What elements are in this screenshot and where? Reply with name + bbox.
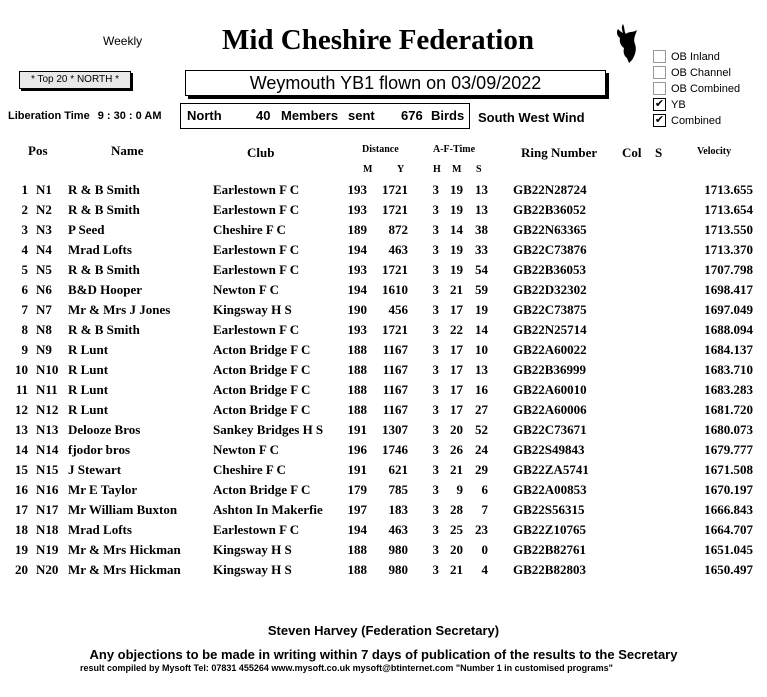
cell-miles: 193 xyxy=(347,262,367,277)
cell-yards: 1721 xyxy=(382,182,408,197)
cell-miles: 190 xyxy=(347,302,367,317)
cell-yards: 183 xyxy=(388,502,408,517)
cell-miles: 188 xyxy=(347,362,367,377)
birds-sent-box xyxy=(180,103,470,129)
cell-s: 19 xyxy=(475,302,488,317)
cell-pos: 4 xyxy=(21,242,28,257)
cell-velocity: 1670.197 xyxy=(704,482,753,497)
cell-yards: 1167 xyxy=(382,342,408,357)
col-sex: S xyxy=(655,145,663,160)
cell-name: Mr & Mrs Hickman xyxy=(68,542,181,557)
col-minutes: M xyxy=(452,164,462,175)
option-yb[interactable] xyxy=(653,97,740,113)
cell-ring: GB22C73671 xyxy=(513,422,587,437)
cell-name: R & B Smith xyxy=(68,262,140,277)
table-row xyxy=(0,242,767,262)
cell-name: Mr & Mrs Hickman xyxy=(68,562,181,577)
cell-pos: 11 xyxy=(15,382,28,397)
cell-m: 9 xyxy=(456,482,463,497)
cell-velocity: 1681.720 xyxy=(704,402,753,417)
cell-club: Earlestown F C xyxy=(213,322,300,337)
cell-s: 13 xyxy=(475,202,488,217)
cell-yards: 1167 xyxy=(382,362,408,377)
cell-s: 13 xyxy=(475,362,488,377)
cell-club: Newton F C xyxy=(213,442,279,457)
cell-club: Earlestown F C xyxy=(213,202,300,217)
cell-club: Sankey Bridges H S xyxy=(213,422,324,437)
cell-code: N15 xyxy=(36,462,59,477)
option-ob-combined[interactable] xyxy=(653,81,740,97)
cell-yards: 1721 xyxy=(382,202,408,217)
table-row xyxy=(0,402,767,422)
cell-ring: GB22ZA5741 xyxy=(513,462,589,477)
checkbox-icon[interactable] xyxy=(653,66,666,79)
cell-club: Earlestown F C xyxy=(213,522,300,537)
cell-yards: 1746 xyxy=(382,442,408,457)
cell-velocity: 1671.508 xyxy=(704,462,753,477)
cell-pos: 15 xyxy=(15,462,28,477)
cell-yards: 980 xyxy=(388,542,408,557)
cell-code: N16 xyxy=(36,482,59,497)
cell-s: 29 xyxy=(475,462,488,477)
cell-pos: 16 xyxy=(15,482,28,497)
cell-miles: 194 xyxy=(347,242,367,257)
cell-club: Ashton In Makerfie xyxy=(213,502,323,517)
cell-m: 25 xyxy=(450,522,463,537)
cell-club: Newton F C xyxy=(213,282,279,297)
cell-miles: 188 xyxy=(347,542,367,557)
secretary-line: Steven Harvey (Federation Secretary) xyxy=(267,623,500,638)
col-pos: Pos xyxy=(28,143,48,158)
cell-pos: 6 xyxy=(21,282,28,297)
cell-name: Mr E Taylor xyxy=(68,482,138,497)
cell-h: 3 xyxy=(432,402,439,417)
cell-club: Earlestown F C xyxy=(213,242,300,257)
cell-ring: GB22Z10765 xyxy=(513,522,586,537)
cell-miles: 193 xyxy=(347,202,367,217)
cell-pos: 3 xyxy=(21,222,28,237)
cell-velocity: 1666.843 xyxy=(704,502,753,517)
liberation-value: 9 : 30 : 0 AM xyxy=(97,110,162,122)
cell-h: 3 xyxy=(432,422,439,437)
option-label: OB Combined xyxy=(671,83,741,95)
cell-miles: 188 xyxy=(347,402,367,417)
col-distance-miles: M xyxy=(363,164,373,175)
cell-yards: 1167 xyxy=(382,382,408,397)
cell-h: 3 xyxy=(432,502,439,517)
cell-h: 3 xyxy=(432,362,439,377)
cell-club: Kingsway H S xyxy=(213,302,292,317)
col-hours: H xyxy=(433,164,441,175)
cell-velocity: 1680.073 xyxy=(704,422,753,437)
cell-yards: 621 xyxy=(388,462,408,477)
cell-name: R & B Smith xyxy=(68,322,140,337)
col-colour: Col xyxy=(622,145,642,160)
cell-velocity: 1698.417 xyxy=(704,282,753,297)
table-row xyxy=(0,562,767,582)
cell-miles: 191 xyxy=(347,462,367,477)
cell-club: Cheshire F C xyxy=(213,462,286,477)
cell-m: 17 xyxy=(450,402,463,417)
cell-s: 0 xyxy=(481,542,488,557)
cell-velocity: 1664.707 xyxy=(704,522,753,537)
cell-pos: 18 xyxy=(15,522,28,537)
cell-club: Cheshire F C xyxy=(213,222,286,237)
cell-code: N10 xyxy=(36,362,59,377)
cell-miles: 194 xyxy=(347,522,367,537)
cell-code: N5 xyxy=(36,262,52,277)
members-label: Members xyxy=(281,108,339,123)
cell-s: 16 xyxy=(475,382,488,397)
cell-ring: GB22A60022 xyxy=(513,342,587,357)
option-label: YB xyxy=(671,99,686,111)
cell-pos: 9 xyxy=(21,342,28,357)
race-type-options xyxy=(653,49,740,129)
cell-m: 20 xyxy=(450,542,463,557)
table-row xyxy=(0,442,767,462)
cell-pos: 13 xyxy=(15,422,28,437)
cell-miles: 188 xyxy=(347,562,367,577)
cell-miles: 191 xyxy=(347,422,367,437)
cell-club: Acton Bridge F C xyxy=(213,482,311,497)
cell-miles: 196 xyxy=(347,442,367,457)
cell-m: 22 xyxy=(450,322,463,337)
section-label: North xyxy=(187,108,222,123)
cell-club: Kingsway H S xyxy=(213,542,292,557)
table-row xyxy=(0,322,767,342)
col-seconds: S xyxy=(476,164,482,175)
option-combined[interactable] xyxy=(653,113,740,129)
cell-name: Mr & Mrs J Jones xyxy=(68,302,171,317)
cell-h: 3 xyxy=(432,562,439,577)
checkbox-icon[interactable] xyxy=(653,50,666,63)
cell-club: Acton Bridge F C xyxy=(213,342,311,357)
table-row xyxy=(0,342,767,362)
cell-ring: GB22C73876 xyxy=(513,242,587,257)
wind-label: South West Wind xyxy=(478,110,585,125)
cell-m: 17 xyxy=(450,382,463,397)
cell-m: 19 xyxy=(450,262,463,277)
cell-m: 20 xyxy=(450,422,463,437)
cell-name: R Lunt xyxy=(68,342,109,357)
cell-name: R Lunt xyxy=(68,382,109,397)
cell-ring: GB22A00853 xyxy=(513,482,587,497)
table-row xyxy=(0,262,767,282)
cell-code: N18 xyxy=(36,522,59,537)
cell-velocity: 1684.137 xyxy=(704,342,753,357)
cell-pos: 2 xyxy=(21,202,28,217)
cell-m: 19 xyxy=(450,242,463,257)
cell-ring: GB22B82761 xyxy=(513,542,586,557)
cell-name: Mrad Lofts xyxy=(68,242,132,257)
cell-yards: 463 xyxy=(388,242,408,257)
cell-name: R Lunt xyxy=(68,402,109,417)
cell-pos: 8 xyxy=(21,322,28,337)
cell-code: N8 xyxy=(36,322,52,337)
cell-ring: GB22B82803 xyxy=(513,562,586,577)
cell-miles: 188 xyxy=(347,342,367,357)
cell-velocity: 1650.497 xyxy=(704,562,753,577)
cell-velocity: 1707.798 xyxy=(704,262,753,277)
cell-s: 4 xyxy=(481,562,488,577)
cell-name: Mrad Lofts xyxy=(68,522,132,537)
option-label: OB Inland xyxy=(671,51,720,63)
cell-miles: 197 xyxy=(347,502,367,517)
cell-m: 21 xyxy=(450,462,463,477)
cell-miles: 193 xyxy=(347,322,367,337)
table-row xyxy=(0,282,767,302)
cell-club: Acton Bridge F C xyxy=(213,382,311,397)
cell-m: 14 xyxy=(450,222,463,237)
cell-yards: 980 xyxy=(388,562,408,577)
cell-yards: 1167 xyxy=(382,402,408,417)
bird-icon xyxy=(611,22,641,64)
cell-name: J Stewart xyxy=(68,462,122,477)
top20-badge: * Top 20 * NORTH * xyxy=(19,71,131,89)
cell-pos: 7 xyxy=(21,302,28,317)
birds-count: 676 xyxy=(401,108,423,123)
cell-h: 3 xyxy=(432,242,439,257)
cell-yards: 1307 xyxy=(382,422,408,437)
cell-name: R & B Smith xyxy=(68,182,140,197)
cell-code: N3 xyxy=(36,222,52,237)
cell-h: 3 xyxy=(432,182,439,197)
cell-m: 19 xyxy=(450,182,463,197)
cell-code: N1 xyxy=(36,182,52,197)
cell-code: N14 xyxy=(36,442,59,457)
page-title: Mid Cheshire Federation xyxy=(222,24,534,56)
weekly-label: Weekly xyxy=(103,34,143,48)
cell-code: N9 xyxy=(36,342,52,357)
cell-name: R Lunt xyxy=(68,362,109,377)
option-label: OB Channel xyxy=(671,67,731,79)
cell-h: 3 xyxy=(432,542,439,557)
cell-yards: 463 xyxy=(388,522,408,537)
cell-h: 3 xyxy=(432,462,439,477)
table-row xyxy=(0,462,767,482)
cell-name: fjodor bros xyxy=(68,442,130,457)
option-ob-channel[interactable] xyxy=(653,65,740,81)
cell-ring: GB22N63365 xyxy=(513,222,587,237)
cell-m: 17 xyxy=(450,362,463,377)
cell-ring: GB22S49843 xyxy=(513,442,585,457)
cell-ring: GB22A60006 xyxy=(513,402,587,417)
liberation-label: Liberation Time xyxy=(8,110,90,122)
cell-ring: GB22A60010 xyxy=(513,382,587,397)
cell-m: 21 xyxy=(450,282,463,297)
cell-code: N11 xyxy=(36,382,58,397)
cell-velocity: 1713.654 xyxy=(704,202,753,217)
cell-s: 24 xyxy=(475,442,488,457)
table-row xyxy=(0,222,767,242)
cell-m: 17 xyxy=(450,302,463,317)
table-row xyxy=(0,202,767,222)
cell-ring: GB22N28724 xyxy=(513,182,587,197)
table-row xyxy=(0,382,767,402)
cell-miles: 193 xyxy=(347,182,367,197)
cell-velocity: 1713.655 xyxy=(704,182,753,197)
cell-yards: 1610 xyxy=(382,282,408,297)
cell-h: 3 xyxy=(432,262,439,277)
cell-name: B&D Hooper xyxy=(68,282,143,297)
cell-miles: 179 xyxy=(347,482,367,497)
cell-name: Mr William Buxton xyxy=(68,502,178,517)
col-club: Club xyxy=(247,145,275,160)
cell-ring: GB22B36999 xyxy=(513,362,586,377)
cell-h: 3 xyxy=(432,322,439,337)
col-velocity: Velocity xyxy=(697,146,732,157)
cell-yards: 456 xyxy=(388,302,408,317)
cell-pos: 10 xyxy=(15,362,28,377)
cell-velocity: 1683.710 xyxy=(704,362,753,377)
cell-h: 3 xyxy=(432,442,439,457)
table-row xyxy=(0,302,767,322)
checkbox-checked-icon[interactable]: ✔ xyxy=(654,97,665,110)
cell-h: 3 xyxy=(432,302,439,317)
cell-pos: 5 xyxy=(21,262,28,277)
cell-yards: 872 xyxy=(388,222,408,237)
cell-code: N20 xyxy=(36,562,59,577)
cell-m: 28 xyxy=(450,502,463,517)
cell-s: 38 xyxy=(475,222,488,237)
checkbox-checked-icon[interactable]: ✔ xyxy=(654,113,665,126)
checkbox-icon[interactable] xyxy=(653,82,666,95)
table-row xyxy=(0,482,767,502)
col-aftime: A-F-Time xyxy=(433,144,476,155)
cell-s: 23 xyxy=(475,522,488,537)
cell-ring: GB22S56315 xyxy=(513,502,585,517)
cell-s: 52 xyxy=(475,422,488,437)
cell-pos: 14 xyxy=(15,442,28,457)
table-row xyxy=(0,422,767,442)
cell-miles: 189 xyxy=(347,222,367,237)
cell-m: 26 xyxy=(450,442,463,457)
birds-label: Birds xyxy=(431,108,465,123)
table-row xyxy=(0,362,767,382)
cell-velocity: 1651.045 xyxy=(704,542,753,557)
cell-velocity: 1697.049 xyxy=(704,302,753,317)
cell-s: 13 xyxy=(475,182,488,197)
cell-s: 14 xyxy=(475,322,488,337)
cell-code: N12 xyxy=(36,402,59,417)
cell-name: Delooze Bros xyxy=(68,422,141,437)
col-distance: Distance xyxy=(362,144,399,155)
cell-code: N2 xyxy=(36,202,52,217)
cell-ring: GB22C73875 xyxy=(513,302,587,317)
col-distance-yards: Y xyxy=(397,164,405,175)
col-name: Name xyxy=(111,143,144,158)
cell-yards: 1721 xyxy=(382,262,408,277)
race-title: Weymouth YB1 flown on 03/09/2022 xyxy=(185,70,606,96)
cell-ring: GB22N25714 xyxy=(513,322,587,337)
cell-ring: GB22B36053 xyxy=(513,262,586,277)
cell-velocity: 1688.094 xyxy=(704,322,753,337)
objections-notice: Any objections to be made in writing within 7 days of publication of the results to the Secretary xyxy=(89,647,678,662)
cell-h: 3 xyxy=(432,522,439,537)
option-ob-inland[interactable] xyxy=(653,49,740,65)
cell-name: P Seed xyxy=(68,222,105,237)
members-count: 40 xyxy=(256,108,271,123)
cell-s: 59 xyxy=(475,282,488,297)
cell-s: 10 xyxy=(475,342,488,357)
cell-s: 6 xyxy=(481,482,488,497)
table-row xyxy=(0,542,767,562)
sent-label: sent xyxy=(348,108,375,123)
cell-velocity: 1683.283 xyxy=(704,382,753,397)
cell-code: N13 xyxy=(36,422,59,437)
cell-pos: 20 xyxy=(15,562,28,577)
cell-m: 19 xyxy=(450,202,463,217)
cell-ring: GB22D32302 xyxy=(513,282,587,297)
col-ring: Ring Number xyxy=(521,145,598,160)
cell-club: Acton Bridge F C xyxy=(213,362,311,377)
cell-velocity: 1713.370 xyxy=(704,242,753,257)
cell-club: Kingsway H S xyxy=(213,562,292,577)
cell-club: Earlestown F C xyxy=(213,262,300,277)
cell-code: N6 xyxy=(36,282,52,297)
cell-h: 3 xyxy=(432,222,439,237)
cell-velocity: 1713.550 xyxy=(704,222,753,237)
option-label: Combined xyxy=(671,115,722,127)
cell-m: 17 xyxy=(450,342,463,357)
cell-m: 21 xyxy=(450,562,463,577)
cell-pos: 12 xyxy=(15,402,28,417)
cell-name: R & B Smith xyxy=(68,202,140,217)
cell-miles: 188 xyxy=(347,382,367,397)
cell-code: N7 xyxy=(36,302,52,317)
cell-pos: 17 xyxy=(15,502,28,517)
cell-h: 3 xyxy=(432,482,439,497)
cell-s: 33 xyxy=(475,242,488,257)
cell-h: 3 xyxy=(432,202,439,217)
cell-velocity: 1679.777 xyxy=(704,442,753,457)
table-row xyxy=(0,522,767,542)
cell-club: Acton Bridge F C xyxy=(213,402,311,417)
cell-yards: 1721 xyxy=(382,322,408,337)
cell-pos: 1 xyxy=(21,182,28,197)
cell-code: N4 xyxy=(36,242,52,257)
cell-club: Earlestown F C xyxy=(213,182,300,197)
cell-code: N19 xyxy=(36,542,59,557)
cell-miles: 194 xyxy=(347,282,367,297)
cell-s: 7 xyxy=(481,502,488,517)
compiler-credit: result compiled by Mysoft Tel: 07831 455264 www.mysoft.co.uk mysoft@btinternet.com "Number 1 in customised programs" xyxy=(80,663,613,673)
liberation-time xyxy=(8,110,161,122)
cell-h: 3 xyxy=(432,382,439,397)
cell-s: 54 xyxy=(475,262,488,277)
cell-yards: 785 xyxy=(388,482,408,497)
cell-s: 27 xyxy=(475,402,488,417)
cell-pos: 19 xyxy=(15,542,28,557)
cell-ring: GB22B36052 xyxy=(513,202,586,217)
cell-h: 3 xyxy=(432,282,439,297)
cell-code: N17 xyxy=(36,502,59,517)
table-row xyxy=(0,182,767,202)
table-row xyxy=(0,502,767,522)
cell-h: 3 xyxy=(432,342,439,357)
